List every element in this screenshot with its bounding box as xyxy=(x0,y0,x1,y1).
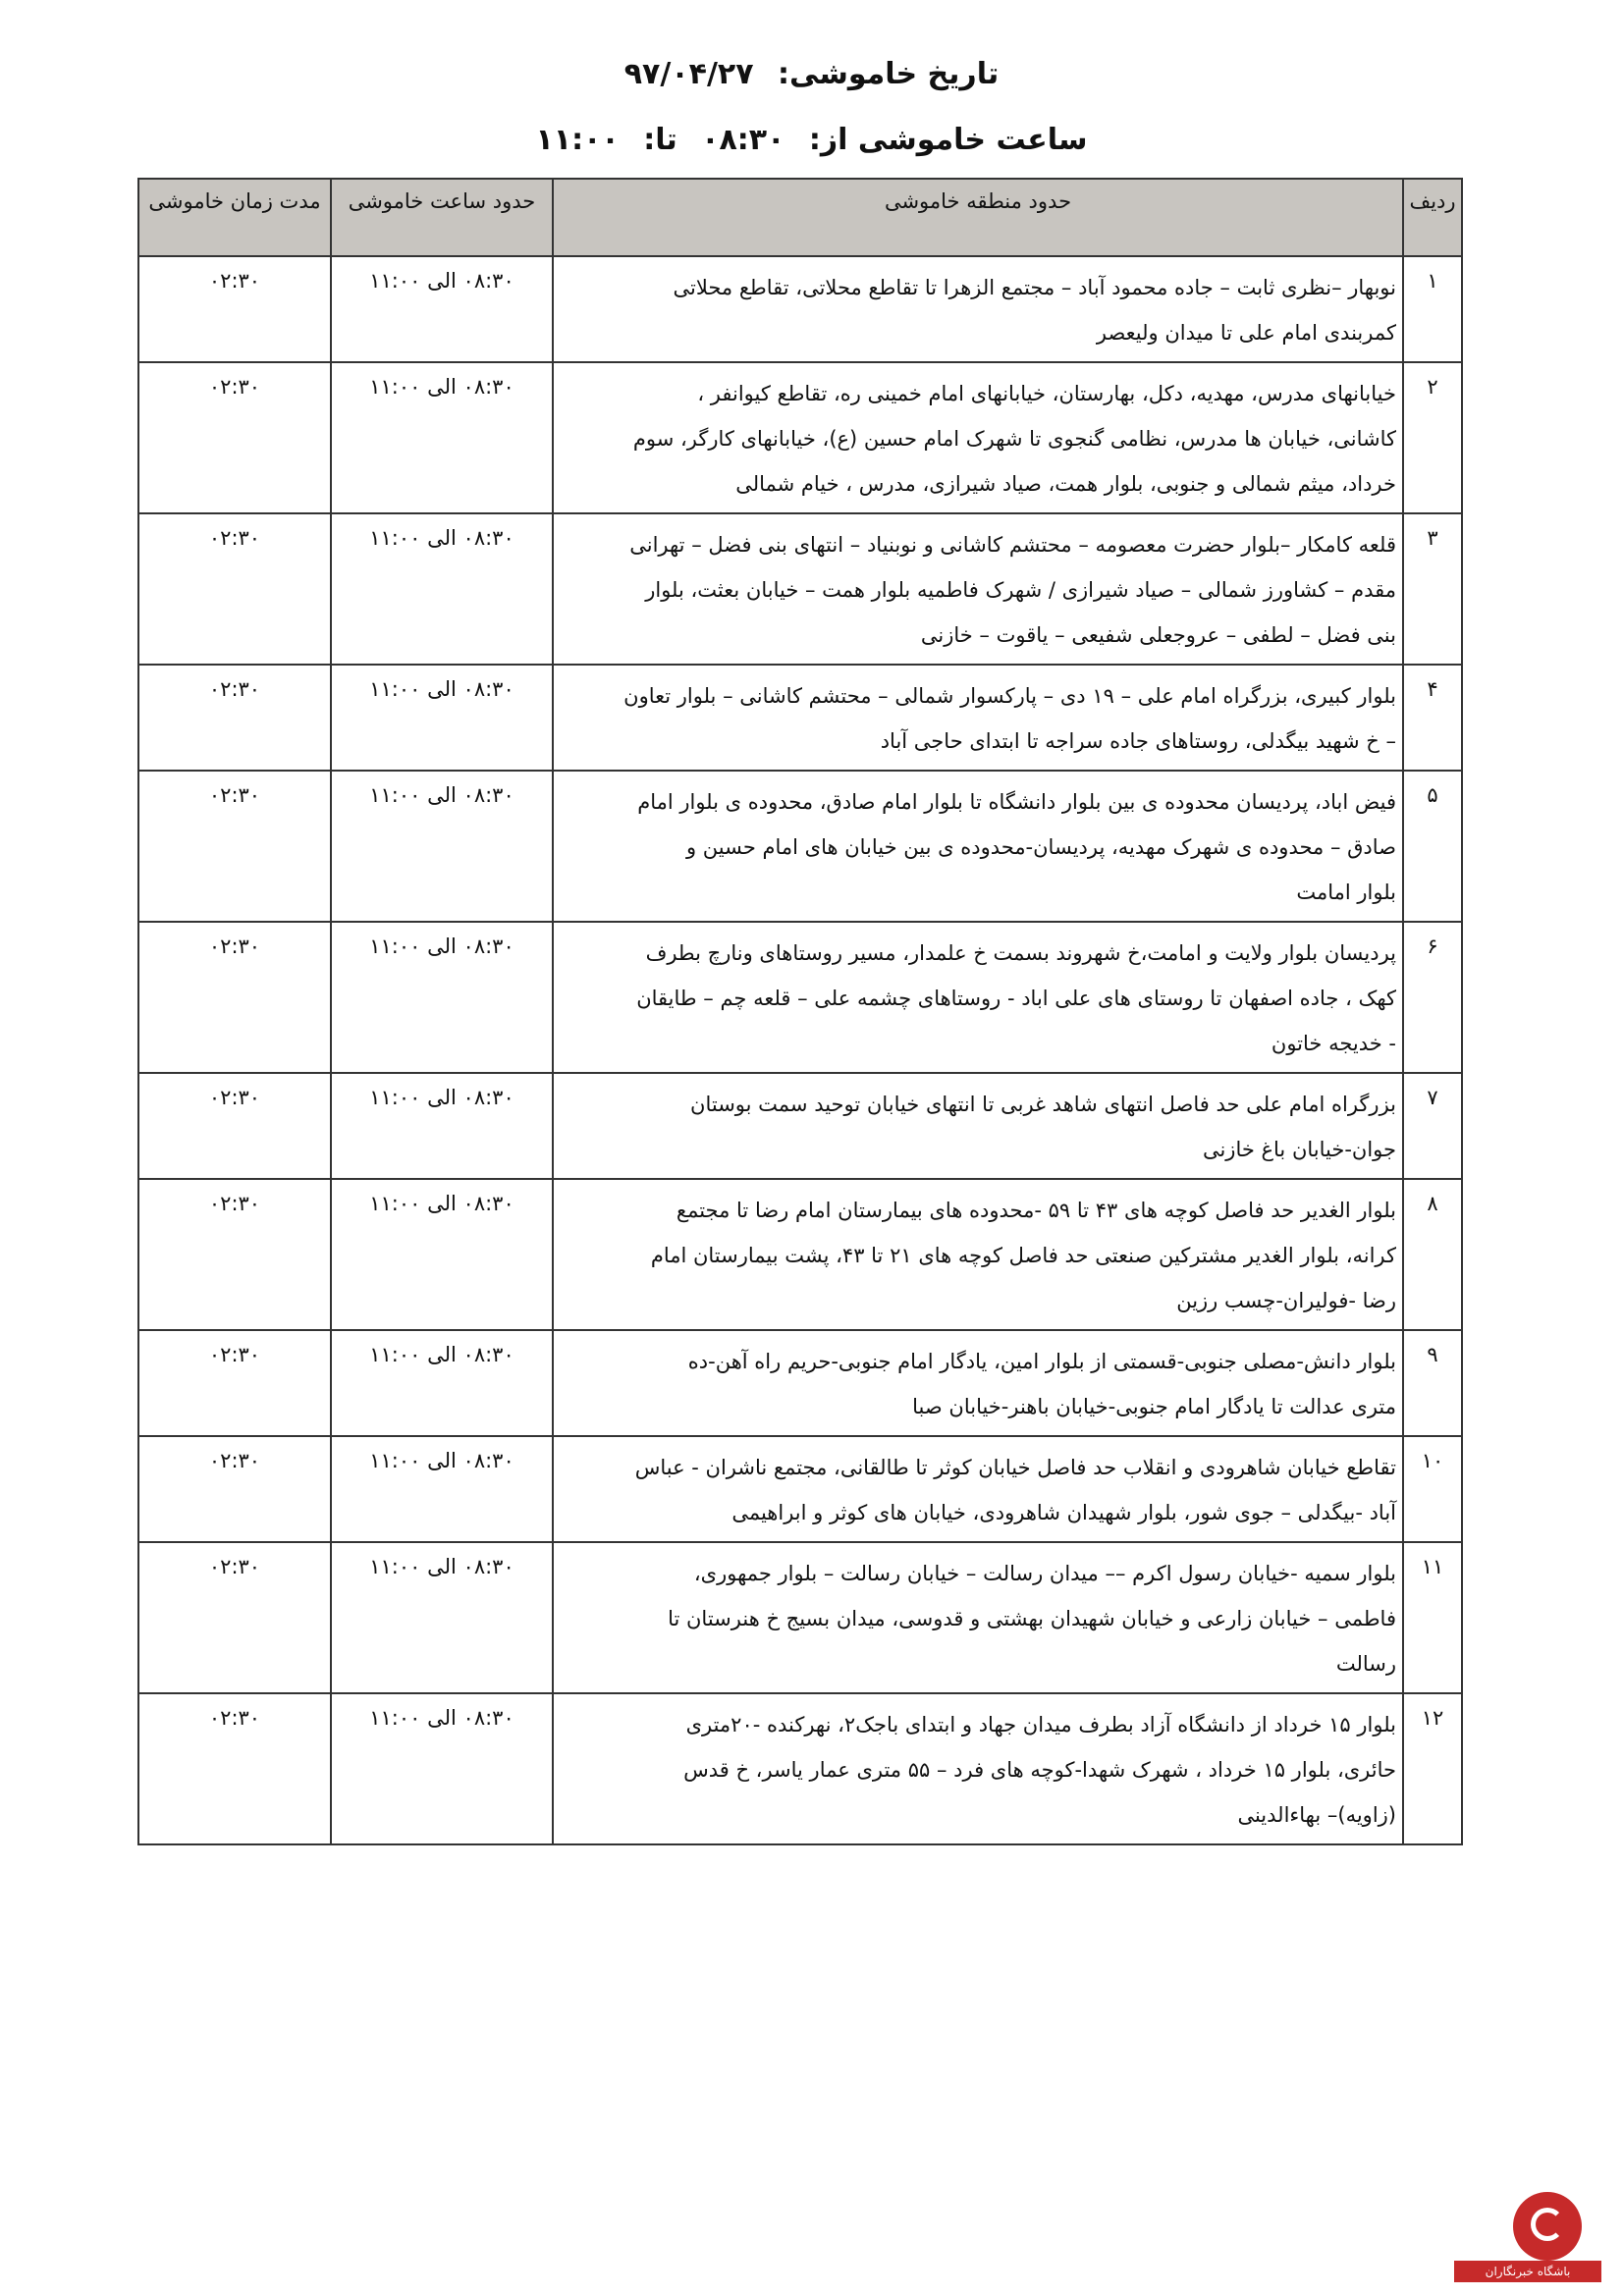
time-range-cell: ۰۸:۳۰ الی ۱۱:۰۰ xyxy=(331,362,553,513)
row-number-cell: ۳ xyxy=(1403,513,1462,665)
area-cell xyxy=(553,1179,1403,1330)
outage-schedule-table xyxy=(137,178,1463,1845)
outage-time-label: ساعت خاموشی از: xyxy=(808,123,1088,157)
area-line: خرداد، میثم شمالی و جنوبی، بلوار همت، صیاد شیرازی، مدرس ، خیام شمالی xyxy=(735,472,1396,496)
table-header-row xyxy=(138,179,1462,256)
time-range-cell: ۰۸:۳۰ الی ۱۱:۰۰ xyxy=(331,513,553,665)
duration-cell: ۰۲:۳۰ xyxy=(138,1436,331,1542)
time-range-cell: ۰۸:۳۰ الی ۱۱:۰۰ xyxy=(331,256,553,362)
time-range-cell: ۰۸:۳۰ الی ۱۱:۰۰ xyxy=(331,1542,553,1693)
area-line: کهک ، جاده اصفهان تا روستای های علی اباد - روستاهای چشمه علی – قلعه چم – طایقان xyxy=(636,987,1396,1010)
area-line: بلوار الغدیر حد فاصل کوچه های ۴۳ تا ۵۹ -محدوده های بیمارستان امام رضا تا مجتمع xyxy=(676,1199,1396,1222)
table-row xyxy=(138,256,1462,362)
area-line: متری عدالت تا یادگار امام جنوبی-خیابان باهنر-خیابان صبا xyxy=(912,1395,1396,1418)
table-row xyxy=(138,1436,1462,1542)
area-cell xyxy=(553,1073,1403,1179)
area-line: بلوار امامت xyxy=(1296,881,1396,904)
area-line: کاشانی، خیابان ها مدرس، نظامی گنجوی تا شهرک امام حسین (ع)، خیابانهای کارگر، سوم xyxy=(632,427,1396,451)
duration-cell: ۰۲:۳۰ xyxy=(138,513,331,665)
area-line: آباد -بیگدلی – جوی شور، بلوار شهیدان شاهرودی، خیابان های کوثر و ابراهیمی xyxy=(731,1501,1396,1524)
row-number-cell: ۱۰ xyxy=(1403,1436,1462,1542)
outage-time-heading xyxy=(0,123,1623,157)
time-range-cell: ۰۸:۳۰ الی ۱۱:۰۰ xyxy=(331,1693,553,1844)
duration-cell: ۰۲:۳۰ xyxy=(138,256,331,362)
row-number-cell: ۴ xyxy=(1403,665,1462,771)
news-club-logo-icon xyxy=(1513,2192,1582,2261)
outage-date-label: تاریخ خاموشی: xyxy=(777,57,1000,91)
time-range-cell: ۰۸:۳۰ الی ۱۱:۰۰ xyxy=(331,1073,553,1179)
time-range-cell: ۰۸:۳۰ الی ۱۱:۰۰ xyxy=(331,1179,553,1330)
area-line: حائری، بلوار ۱۵ خرداد ، شهرک شهدا-کوچه های فرد – ۵۵ متری عمار یاسر، خ قدس xyxy=(683,1758,1396,1782)
area-line: قلعه کامکار –بلوار حضرت معصومه – محتشم کاشانی و نوبنیاد – انتهای بنی فضل – تهرانی xyxy=(629,533,1396,557)
area-line: کمربندی امام علی تا میدان ولیعصر xyxy=(1096,321,1396,345)
table-row xyxy=(138,513,1462,665)
table-row xyxy=(138,1073,1462,1179)
row-number-cell: ۹ xyxy=(1403,1330,1462,1436)
time-range-cell: ۰۸:۳۰ الی ۱۱:۰۰ xyxy=(331,922,553,1073)
area-line: خیابانهای مدرس، مهدیه، دکل، بهارستان، خیابانهای امام خمینی ره، تقاطع کیوانفر ، xyxy=(697,382,1396,405)
duration-cell: ۰۲:۳۰ xyxy=(138,1330,331,1436)
time-range-cell: ۰۸:۳۰ الی ۱۱:۰۰ xyxy=(331,771,553,922)
table-row xyxy=(138,1179,1462,1330)
area-line: فیض اباد، پردیسان محدوده ی بین بلوار دانشگاه تا بلوار امام صادق، محدوده ی بلوار امام xyxy=(637,790,1396,814)
table-row xyxy=(138,922,1462,1073)
area-line: - خدیجه خاتون xyxy=(1271,1032,1396,1055)
area-line: تقاطع خیابان شاهرودی و انقلاب حد فاصل خیابان کوثر تا طالقانی، مجتمع ناشران - عباس xyxy=(634,1456,1396,1479)
column-header-time-range: حدود ساعت خاموشی xyxy=(331,179,553,256)
area-line: بلوار دانش-مصلی جنوبی-قسمتی از بلوار امین، یادگار امام جنوبی-حریم راه آهن-ده xyxy=(687,1350,1396,1373)
row-number-cell: ۸ xyxy=(1403,1179,1462,1330)
area-cell xyxy=(553,922,1403,1073)
area-cell xyxy=(553,513,1403,665)
area-line: رضا -فولیران-چسب رزین xyxy=(1176,1289,1396,1312)
table-row xyxy=(138,362,1462,513)
area-line: بنی فضل – لطفی – عروجعلی شفیعی – یاقوت – خازنی xyxy=(920,623,1396,647)
area-line: – خ شهید بیگدلی، روستاهای جاده سراجه تا ابتدای حاجی آباد xyxy=(880,729,1396,753)
area-line: پردیسان بلوار ولایت و امامت،خ شهروند بسمت خ علمدار، مسیر روستاهای ونارچ بطرف xyxy=(645,941,1396,965)
row-number-cell: ۱۱ xyxy=(1403,1542,1462,1693)
area-cell xyxy=(553,1330,1403,1436)
outage-time-to-label: تا: xyxy=(643,123,677,157)
duration-cell: ۰۲:۳۰ xyxy=(138,665,331,771)
column-header-row-number: ردیف xyxy=(1403,179,1462,256)
area-line: (زاویه)– بهاءالدینی xyxy=(1237,1803,1396,1827)
area-cell xyxy=(553,256,1403,362)
column-header-area: حدود منطقه خاموشی xyxy=(553,179,1403,256)
row-number-cell: ۵ xyxy=(1403,771,1462,922)
area-cell xyxy=(553,1693,1403,1844)
outage-date-value: ۹۷/۰۴/۲۷ xyxy=(623,57,754,91)
watermark-text: باشگاه خبرنگاران xyxy=(1454,2261,1601,2282)
row-number-cell: ۷ xyxy=(1403,1073,1462,1179)
area-cell xyxy=(553,771,1403,922)
area-line: فاطمی – خیابان زارعی و خیابان شهیدان بهشتی و قدوسی، میدان بسیج خ هنرستان تا xyxy=(668,1607,1396,1630)
news-club-watermark xyxy=(1454,2192,1601,2282)
time-range-cell: ۰۸:۳۰ الی ۱۱:۰۰ xyxy=(331,1436,553,1542)
row-number-cell: ۶ xyxy=(1403,922,1462,1073)
table-row xyxy=(138,1330,1462,1436)
duration-cell: ۰۲:۳۰ xyxy=(138,1693,331,1844)
duration-cell: ۰۲:۳۰ xyxy=(138,771,331,922)
row-number-cell: ۱۲ xyxy=(1403,1693,1462,1844)
table-row xyxy=(138,1542,1462,1693)
time-range-cell: ۰۸:۳۰ الی ۱۱:۰۰ xyxy=(331,665,553,771)
area-line: بزرگراه امام علی حد فاصل انتهای شاهد غربی تا انتهای خیابان توحید سمت بوستان xyxy=(690,1093,1396,1116)
row-number-cell: ۲ xyxy=(1403,362,1462,513)
duration-cell: ۰۲:۳۰ xyxy=(138,922,331,1073)
area-line: نوبهار –نظری ثابت – جاده محمود آباد – مجتمع الزهرا تا تقاطع محلاتی، تقاطع محلاتی xyxy=(673,276,1396,299)
area-line: کرانه، بلوار الغدیر مشترکین صنعتی حد فاصل کوچه های ۲۱ تا ۴۳، پشت بیمارستان امام xyxy=(650,1244,1396,1267)
area-line: بلوار ۱۵ خرداد از دانشگاه آزاد بطرف میدان جهاد و ابتدای باجک۲، نهرکنده -۲۰متری xyxy=(685,1713,1396,1736)
area-cell xyxy=(553,362,1403,513)
area-cell xyxy=(553,665,1403,771)
table-row xyxy=(138,1693,1462,1844)
column-header-duration: مدت زمان خاموشی xyxy=(138,179,331,256)
table-row xyxy=(138,665,1462,771)
area-line: جوان-خیابان باغ خازنی xyxy=(1202,1138,1396,1161)
outage-time-from: ۰۸:۳۰ xyxy=(701,123,785,157)
duration-cell: ۰۲:۳۰ xyxy=(138,1542,331,1693)
duration-cell: ۰۲:۳۰ xyxy=(138,1073,331,1179)
outage-date-heading xyxy=(0,57,1623,91)
area-cell xyxy=(553,1542,1403,1693)
area-line: صادق – محدوده ی شهرک مهدیه، پردیسان-محدوده ی بین خیابان های امام حسین و xyxy=(685,835,1396,859)
table-body xyxy=(138,256,1462,1844)
area-cell xyxy=(553,1436,1403,1542)
row-number-cell: ۱ xyxy=(1403,256,1462,362)
area-line: رسالت xyxy=(1335,1652,1396,1676)
area-line: مقدم – کشاورز شمالی – صیاد شیرازی / شهرک فاطمیه بلوار همت – خیابان بعثت، بلوار xyxy=(645,578,1396,602)
area-line: بلوار سمیه -خیابان رسول اکرم –– میدان رسالت – خیابان رسالت – بلوار جمهوری، xyxy=(693,1562,1396,1585)
table-row xyxy=(138,771,1462,922)
duration-cell: ۰۲:۳۰ xyxy=(138,1179,331,1330)
time-range-cell: ۰۸:۳۰ الی ۱۱:۰۰ xyxy=(331,1330,553,1436)
outage-time-to: ۱۱:۰۰ xyxy=(535,123,620,157)
duration-cell: ۰۲:۳۰ xyxy=(138,362,331,513)
area-line: بلوار کبیری، بزرگراه امام علی – ۱۹ دی – پارکسوار شمالی – محتشم کاشانی – بلوار تعاون xyxy=(623,684,1396,708)
